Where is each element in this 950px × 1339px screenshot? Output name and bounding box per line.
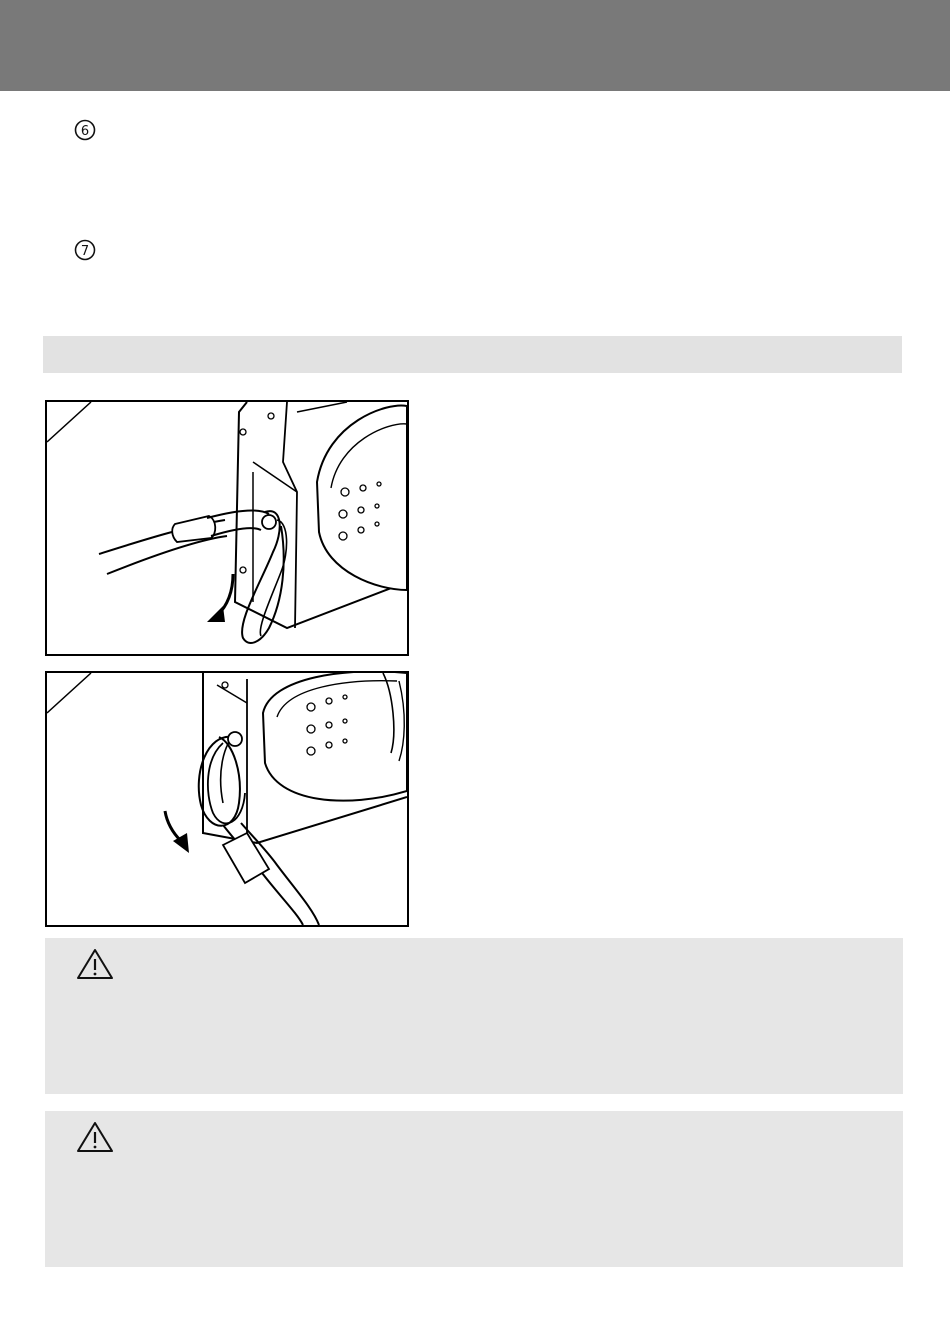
camera-strap-drawing bbox=[47, 402, 407, 654]
circled-digit-six-icon bbox=[74, 119, 96, 141]
step-six-number: 6 bbox=[80, 124, 90, 139]
caution-box-2 bbox=[45, 1111, 903, 1267]
page-header-bar bbox=[0, 0, 950, 91]
step-seven-number: 7 bbox=[80, 244, 90, 259]
warning-triangle-icon bbox=[75, 1120, 115, 1154]
caution-box-1 bbox=[45, 938, 903, 1094]
camera-strap-loop-drawing bbox=[47, 673, 407, 925]
step-seven-marker bbox=[74, 239, 96, 261]
strap-attach-illustration-2 bbox=[45, 671, 409, 927]
circled-digit-seven-icon bbox=[74, 239, 96, 261]
section-heading-band bbox=[43, 336, 902, 373]
strap-attach-illustration-1 bbox=[45, 400, 409, 656]
warning-triangle-icon bbox=[75, 947, 115, 981]
step-six-marker bbox=[74, 119, 96, 141]
